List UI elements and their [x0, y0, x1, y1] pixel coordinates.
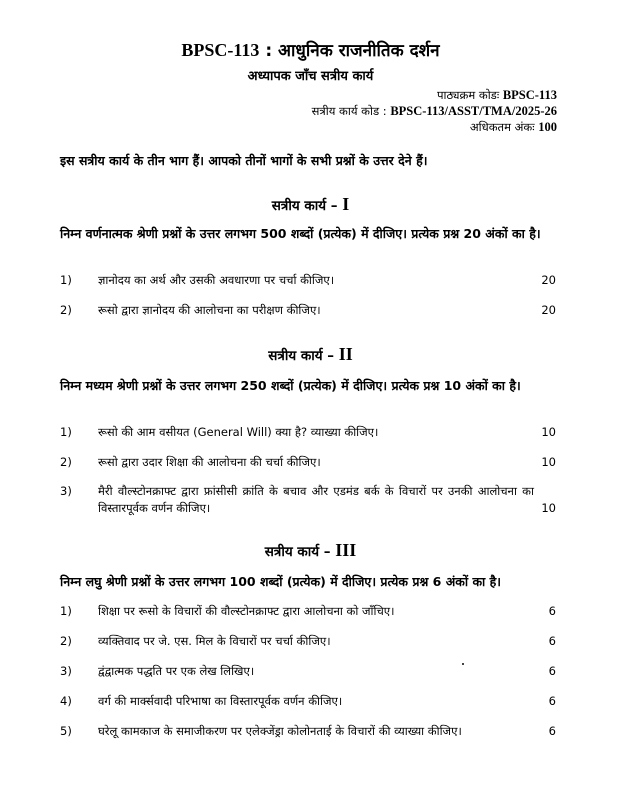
question-marks: 10: [541, 501, 556, 515]
question-text: ज्ञानोदय का अर्थ और उसकी अवधारणा पर चर्चा कीजिए।: [98, 273, 335, 287]
question-number: 4): [60, 694, 72, 708]
question-text: शिक्षा पर रूसो के विचारों की वौल्स्टोनक्राफ्ट द्वारा आलोचना को जाँचिए।: [98, 604, 395, 618]
question-number: 1): [60, 425, 72, 439]
question-text: मैरी वौल्स्टोनक्राफ्ट द्वारा फ्रांसीसी क्रांति के बचाव और एडमंड बर्क के विचारों पर उनकी आलोचना का विस्तारपूर्वक वर्णन कीजिए।: [98, 484, 534, 515]
question-marks: 6: [548, 724, 556, 738]
question-item: [60, 302, 556, 319]
course-code-line: [437, 88, 557, 103]
section-roman: I: [342, 194, 350, 214]
section-heading-text: सत्रीय कार्य –: [264, 544, 331, 560]
question-number: 2): [60, 303, 72, 317]
question-number: 5): [60, 724, 72, 738]
assignment-code-label: सत्रीय कार्य कोड :: [311, 104, 387, 118]
section-roman: II: [338, 344, 353, 364]
page-title: [0, 38, 621, 61]
question-number: 1): [60, 273, 72, 287]
section-instruction-1: निम्न वर्णनात्मक श्रेणी प्रश्नों के उत्तर लगभग 500 शब्दों (प्रत्येक) में दीजिए। प्रत्येक प्रश्न 20 अंकों का है।: [60, 226, 541, 241]
question-item: [60, 633, 556, 650]
question-number: 3): [60, 484, 72, 498]
question-item: [60, 603, 556, 620]
title-separator: :: [259, 41, 273, 61]
question-item: [60, 272, 556, 289]
question-marks: 6: [548, 604, 556, 618]
section-instruction-3: निम्न लघु श्रेणी प्रश्नों के उत्तर लगभग 100 शब्दों (प्रत्येक) में दीजिए। प्रत्येक प्रश्न 6 अंकों का है।: [60, 574, 502, 589]
question-item: [60, 454, 556, 471]
question-marks: 10: [541, 455, 556, 469]
section-heading-3: [0, 540, 621, 561]
question-marks: 6: [548, 664, 556, 678]
question-item: [60, 424, 556, 441]
section-roman: III: [335, 540, 357, 560]
question-text: वर्ग की मार्क्सवादी परिभाषा का विस्तारपूर्वक वर्णन कीजिए।: [98, 694, 343, 708]
assignment-code-line: [312, 104, 557, 119]
question-marks: 20: [541, 303, 556, 317]
question-item: [60, 723, 556, 740]
question-text: द्वंद्वात्मक पद्धति पर एक लेख लिखिए।: [98, 664, 255, 678]
section-heading-text: सत्रीय कार्य –: [271, 198, 338, 214]
course-code-value: BPSC-113: [502, 88, 557, 102]
section-heading-1: [0, 194, 621, 215]
section-instruction-2: निम्न मध्यम श्रेणी प्रश्नों के उत्तर लगभग 250 शब्दों (प्रत्येक) में दीजिए। प्रत्येक प्रश्न 10 अंकों का है।: [60, 378, 521, 393]
question-number: 2): [60, 455, 72, 469]
question-text: रूसो द्वारा ज्ञानोदय की आलोचना का परीक्षण कीजिए।: [98, 303, 321, 317]
question-marks: 6: [548, 694, 556, 708]
stray-dot: [462, 663, 464, 665]
max-marks-label: अधिकतम अंकः: [469, 120, 535, 134]
course-code: BPSC-113: [181, 40, 260, 60]
section-heading-text: सत्रीय कार्य –: [268, 348, 335, 364]
question-text: रूसो की आम वसीयत (General Will) क्या है? व्याख्या कीजिए।: [98, 425, 379, 439]
question-number: 3): [60, 664, 72, 678]
question-item: [60, 693, 556, 710]
question-number: 1): [60, 604, 72, 618]
question-item: [60, 483, 556, 517]
question-text: व्यक्तिवाद पर जे. एस. मिल के विचारों पर चर्चा कीजिए।: [98, 634, 331, 648]
max-marks-line: [470, 120, 557, 135]
question-text: घरेलू कामकाज के समाजीकरण पर एलेक्जेंड्रा कोलोनताई के विचारों की व्याख्या कीजिए।: [98, 724, 462, 738]
question-marks: 20: [541, 273, 556, 287]
course-title: आधुनिक राजनीतिक दर्शन: [278, 41, 440, 61]
question-marks: 10: [541, 425, 556, 439]
intro-text: इस सत्रीय कार्य के तीन भाग हैं। आपको तीनों भागों के सभी प्रश्नों के उत्तर देने हैं।: [60, 153, 428, 168]
question-number: 2): [60, 634, 72, 648]
course-code-label: पाठ्यक्रम कोडः: [437, 88, 500, 102]
question-marks: 6: [548, 634, 556, 648]
question-text: रूसो द्वारा उदार शिक्षा की आलोचना की चर्चा कीजिए।: [98, 455, 321, 469]
max-marks-value: 100: [538, 120, 557, 134]
page-subtitle: अध्यापक जाँच सत्रीय कार्य: [247, 69, 374, 84]
question-item: [60, 663, 556, 680]
assignment-code-value: BPSC-113/ASST/TMA/2025-26: [390, 104, 557, 118]
section-heading-2: [0, 344, 621, 365]
